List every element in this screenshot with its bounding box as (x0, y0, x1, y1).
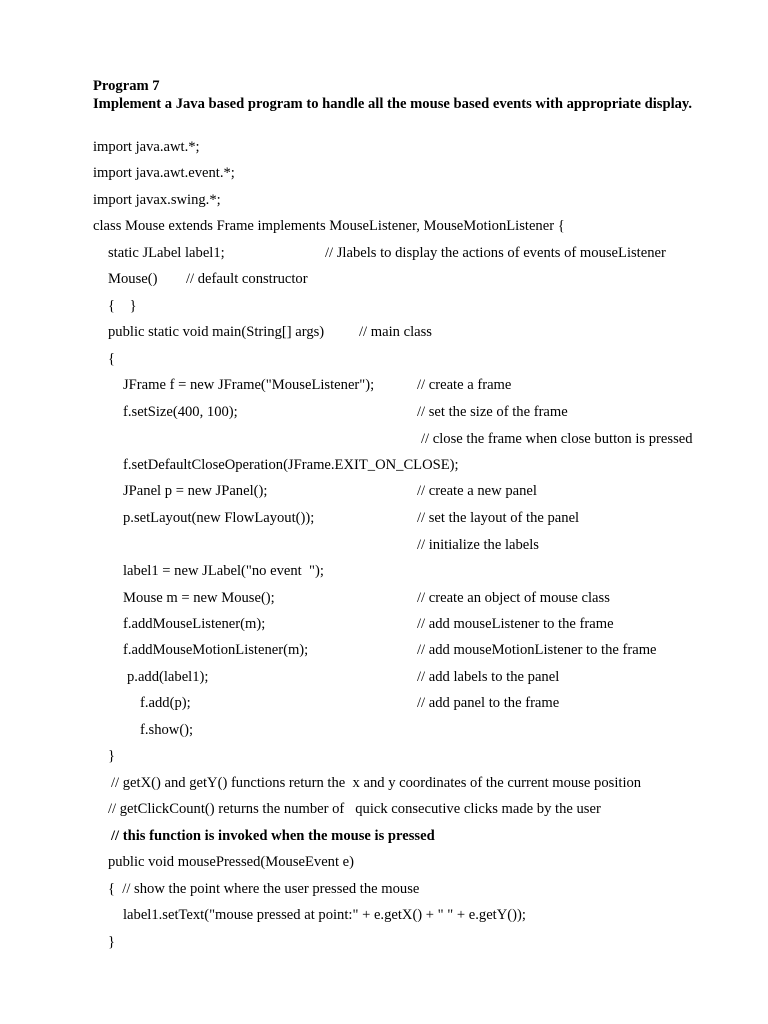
code-line: // getClickCount() returns the number of quick consecutive clicks made by the user (108, 801, 601, 817)
code-comment: // create a new panel (417, 483, 537, 499)
program-description: Implement a Java based program to handle all the mouse based events with appropriate display. (93, 96, 693, 112)
code-line: { (108, 351, 116, 367)
code-line: p.add(label1); (127, 669, 209, 685)
code-line: } (108, 934, 116, 950)
code-comment: // set the size of the frame (417, 404, 568, 420)
code-line: { } (108, 298, 137, 314)
code-comment: // create a frame (417, 377, 512, 393)
code-line: f.setSize(400, 100); (123, 404, 238, 420)
code-line: f.add(p); (140, 695, 191, 711)
code-line: f.addMouseMotionListener(m); (123, 642, 309, 658)
code-line: label1 = new JLabel("no event "); (123, 563, 324, 579)
code-line: class Mouse extends Frame implements MouseListener, MouseMotionListener { (93, 218, 565, 234)
code-comment: // close the frame when close button is pressed (421, 431, 693, 447)
code-comment: // main class (359, 324, 432, 340)
code-line: import java.awt.*; (93, 139, 200, 155)
code-line: f.setDefaultCloseOperation(JFrame.EXIT_ON_CLOSE); (123, 457, 459, 473)
code-line: import java.awt.event.*; (93, 165, 235, 181)
code-line: f.addMouseListener(m); (123, 616, 266, 632)
code-line: } (108, 748, 116, 764)
code-comment: // set the layout of the panel (417, 510, 580, 526)
code-line: Mouse m = new Mouse(); (123, 590, 275, 606)
code-line: public static void main(String[] args) (108, 324, 325, 340)
code-comment: // add labels to the panel (417, 669, 560, 685)
code-line: JFrame f = new JFrame("MouseListener"); (123, 377, 375, 393)
code-line: p.setLayout(new FlowLayout()); (123, 510, 315, 526)
code-comment: // Jlabels to display the actions of events of mouseListener (325, 245, 666, 261)
code-line: JPanel p = new JPanel(); (123, 483, 268, 499)
code-comment: // add mouseMotionListener to the frame (417, 642, 657, 658)
code-line: static JLabel label1; (108, 245, 225, 261)
code-line: // getX() and getY() functions return the x and y coordinates of the current mouse position (111, 775, 642, 791)
code-comment: // create an object of mouse class (417, 590, 610, 606)
code-line: label1.setText("mouse pressed at point:" + e.getX() + " " + e.getY()); (123, 907, 526, 923)
code-line: public void mousePressed(MouseEvent e) (108, 854, 355, 870)
code-line: f.show(); (140, 722, 194, 738)
code-comment: // initialize the labels (417, 537, 539, 553)
code-comment: // default constructor (186, 271, 308, 287)
code-line: Mouse() (108, 271, 158, 287)
program-title: Program 7 (93, 78, 160, 94)
code-line: // this function is invoked when the mouse is pressed (111, 828, 435, 844)
code-line: import javax.swing.*; (93, 192, 221, 208)
code-line: { // show the point where the user pressed the mouse (108, 881, 420, 897)
code-comment: // add panel to the frame (417, 695, 560, 711)
code-comment: // add mouseListener to the frame (417, 616, 614, 632)
